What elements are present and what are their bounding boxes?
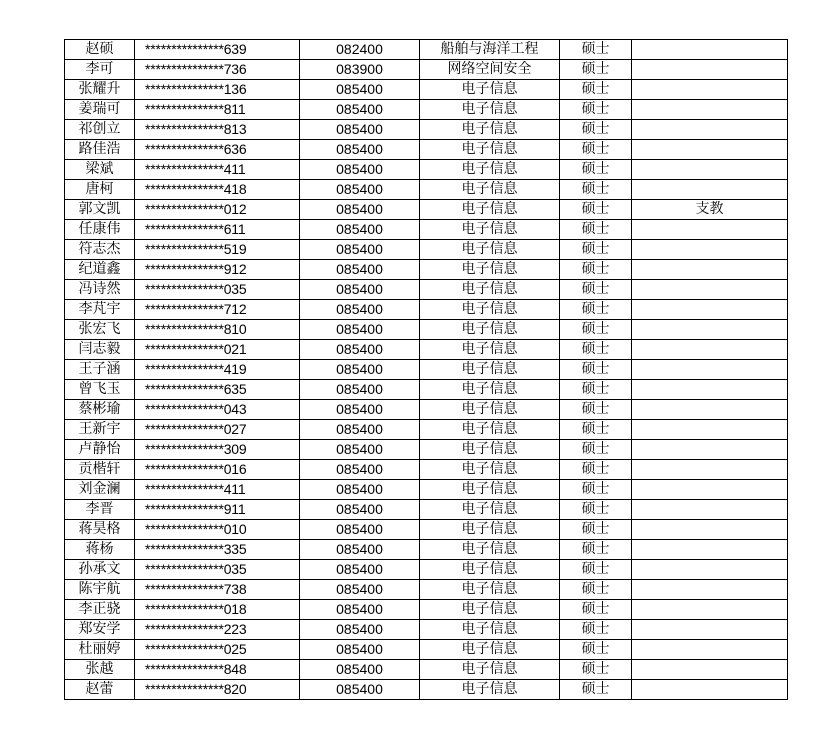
cell-id-number[interactable]: ***************736	[135, 60, 300, 80]
cell-major-name[interactable]: 电子信息	[420, 580, 560, 600]
table-row	[65, 320, 788, 340]
table-row	[65, 40, 788, 60]
cell-degree[interactable]: 硕士	[560, 180, 632, 200]
cell-major-code[interactable]: 085400	[300, 200, 420, 220]
cell-degree[interactable]: 硕士	[560, 520, 632, 540]
cell-name[interactable]: 孙承文	[65, 560, 135, 580]
cell-degree[interactable]: 硕士	[560, 680, 632, 700]
cell-degree[interactable]: 硕士	[560, 580, 632, 600]
table-row	[65, 620, 788, 640]
table-row	[65, 560, 788, 580]
cell-id-number[interactable]: ***************411	[135, 160, 300, 180]
cell-major-name[interactable]: 电子信息	[420, 460, 560, 480]
cell-id-number[interactable]: ***************611	[135, 220, 300, 240]
cell-major-name[interactable]: 电子信息	[420, 240, 560, 260]
cell-major-code[interactable]: 085400	[300, 140, 420, 160]
cell-major-code[interactable]: 085400	[300, 600, 420, 620]
table-row	[65, 640, 788, 660]
table-row	[65, 160, 788, 180]
cell-major-code[interactable]: 085400	[300, 320, 420, 340]
cell-note[interactable]	[632, 380, 788, 400]
cell-degree[interactable]: 硕士	[560, 340, 632, 360]
cell-id-number[interactable]: ***************636	[135, 140, 300, 160]
cell-major-name[interactable]: 电子信息	[420, 640, 560, 660]
cell-name[interactable]: 李正骁	[65, 600, 135, 620]
cell-major-name[interactable]: 电子信息	[420, 660, 560, 680]
cell-major-name[interactable]: 电子信息	[420, 140, 560, 160]
cell-major-code[interactable]: 085400	[300, 420, 420, 440]
cell-major-name[interactable]: 电子信息	[420, 100, 560, 120]
cell-name[interactable]: 蒋杨	[65, 540, 135, 560]
cell-major-code[interactable]: 085400	[300, 180, 420, 200]
cell-note[interactable]	[632, 40, 788, 60]
cell-degree[interactable]: 硕士	[560, 660, 632, 680]
cell-note[interactable]	[632, 640, 788, 660]
cell-major-name[interactable]: 电子信息	[420, 620, 560, 640]
table-row	[65, 80, 788, 100]
cell-name[interactable]: 王子涵	[65, 360, 135, 380]
cell-name[interactable]: 刘金澜	[65, 480, 135, 500]
cell-name[interactable]: 姜瑞可	[65, 100, 135, 120]
cell-degree[interactable]: 硕士	[560, 460, 632, 480]
cell-major-name[interactable]: 网络空间安全	[420, 60, 560, 80]
cell-major-code[interactable]: 085400	[300, 220, 420, 240]
table-row	[65, 400, 788, 420]
cell-note[interactable]	[632, 600, 788, 620]
cell-degree[interactable]: 硕士	[560, 320, 632, 340]
cell-degree[interactable]: 硕士	[560, 540, 632, 560]
cell-name[interactable]: 梁斌	[65, 160, 135, 180]
cell-id-number[interactable]: ***************911	[135, 500, 300, 520]
cell-id-number[interactable]: ***************035	[135, 280, 300, 300]
cell-degree[interactable]: 硕士	[560, 80, 632, 100]
cell-major-code[interactable]: 085400	[300, 680, 420, 700]
cell-id-number[interactable]: ***************335	[135, 540, 300, 560]
cell-degree[interactable]: 硕士	[560, 600, 632, 620]
cell-major-code[interactable]: 083900	[300, 60, 420, 80]
cell-degree[interactable]: 硕士	[560, 380, 632, 400]
cell-major-code[interactable]: 085400	[300, 620, 420, 640]
cell-major-name[interactable]: 电子信息	[420, 400, 560, 420]
cell-major-code[interactable]: 085400	[300, 660, 420, 680]
cell-degree[interactable]: 硕士	[560, 40, 632, 60]
cell-degree[interactable]: 硕士	[560, 360, 632, 380]
cell-degree[interactable]: 硕士	[560, 260, 632, 280]
cell-name[interactable]: 杜丽婷	[65, 640, 135, 660]
cell-name[interactable]: 李芃宇	[65, 300, 135, 320]
cell-major-code[interactable]: 085400	[300, 640, 420, 660]
cell-note[interactable]	[632, 660, 788, 680]
cell-major-name[interactable]: 电子信息	[420, 560, 560, 580]
cell-name[interactable]: 祁创立	[65, 120, 135, 140]
cell-degree[interactable]: 硕士	[560, 500, 632, 520]
cell-id-number[interactable]: ***************519	[135, 240, 300, 260]
cell-name[interactable]: 赵硕	[65, 40, 135, 60]
table-row	[65, 360, 788, 380]
spreadsheet-area	[64, 39, 788, 700]
cell-major-name[interactable]: 电子信息	[420, 440, 560, 460]
cell-note[interactable]	[632, 560, 788, 580]
cell-degree[interactable]: 硕士	[560, 480, 632, 500]
cell-major-code[interactable]: 082400	[300, 40, 420, 60]
cell-name[interactable]: 张越	[65, 660, 135, 680]
cell-name[interactable]: 张耀升	[65, 80, 135, 100]
cell-major-name[interactable]: 电子信息	[420, 380, 560, 400]
cell-degree[interactable]: 硕士	[560, 160, 632, 180]
cell-major-name[interactable]: 电子信息	[420, 340, 560, 360]
cell-id-number[interactable]: ***************820	[135, 680, 300, 700]
cell-major-name[interactable]: 电子信息	[420, 300, 560, 320]
cell-name[interactable]: 陈宇航	[65, 580, 135, 600]
table-row	[65, 380, 788, 400]
cell-name[interactable]: 纪道鑫	[65, 260, 135, 280]
cell-id-number[interactable]: ***************811	[135, 100, 300, 120]
cell-name[interactable]: 郑安学	[65, 620, 135, 640]
cell-major-name[interactable]: 电子信息	[420, 320, 560, 340]
cell-id-number[interactable]: ***************309	[135, 440, 300, 460]
cell-note[interactable]	[632, 280, 788, 300]
cell-id-number[interactable]: ***************848	[135, 660, 300, 680]
cell-id-number[interactable]: ***************010	[135, 520, 300, 540]
cell-note[interactable]	[632, 260, 788, 280]
cell-major-name[interactable]: 电子信息	[420, 360, 560, 380]
cell-name[interactable]: 闫志毅	[65, 340, 135, 360]
table-row	[65, 200, 788, 220]
cell-major-code[interactable]: 085400	[300, 560, 420, 580]
cell-major-name[interactable]: 电子信息	[420, 600, 560, 620]
cell-id-number[interactable]: ***************712	[135, 300, 300, 320]
cell-note[interactable]	[632, 480, 788, 500]
cell-degree[interactable]: 硕士	[560, 440, 632, 460]
cell-id-number[interactable]: ***************223	[135, 620, 300, 640]
cell-degree[interactable]: 硕士	[560, 200, 632, 220]
cell-major-code[interactable]: 085400	[300, 580, 420, 600]
cell-name[interactable]: 任康伟	[65, 220, 135, 240]
cell-note[interactable]	[632, 500, 788, 520]
cell-id-number[interactable]: ***************635	[135, 380, 300, 400]
cell-name[interactable]: 唐柯	[65, 180, 135, 200]
cell-id-number[interactable]: ***************043	[135, 400, 300, 420]
cell-major-name[interactable]: 电子信息	[420, 420, 560, 440]
cell-degree[interactable]: 硕士	[560, 100, 632, 120]
cell-id-number[interactable]: ***************813	[135, 120, 300, 140]
cell-id-number[interactable]: ***************035	[135, 560, 300, 580]
table-row	[65, 660, 788, 680]
cell-note[interactable]	[632, 320, 788, 340]
cell-degree[interactable]: 硕士	[560, 420, 632, 440]
cell-major-code[interactable]: 085400	[300, 440, 420, 460]
cell-name[interactable]: 蔡彬瑜	[65, 400, 135, 420]
cell-note[interactable]	[632, 520, 788, 540]
table-row	[65, 280, 788, 300]
cell-major-code[interactable]: 085400	[300, 360, 420, 380]
cell-note[interactable]	[632, 460, 788, 480]
table-row	[65, 600, 788, 620]
cell-id-number[interactable]: ***************021	[135, 340, 300, 360]
cell-major-code[interactable]: 085400	[300, 260, 420, 280]
cell-id-number[interactable]: ***************012	[135, 200, 300, 220]
table-row	[65, 500, 788, 520]
cell-major-code[interactable]: 085400	[300, 380, 420, 400]
cell-name[interactable]: 路佳浩	[65, 140, 135, 160]
cell-name[interactable]: 张宏飞	[65, 320, 135, 340]
table-row	[65, 440, 788, 460]
cell-major-name[interactable]: 电子信息	[420, 680, 560, 700]
cell-degree[interactable]: 硕士	[560, 400, 632, 420]
table-row	[65, 300, 788, 320]
cell-major-code[interactable]: 085400	[300, 400, 420, 420]
table-row	[65, 680, 788, 700]
cell-major-code[interactable]: 085400	[300, 300, 420, 320]
cell-major-name[interactable]: 电子信息	[420, 80, 560, 100]
cell-note[interactable]	[632, 340, 788, 360]
cell-major-code[interactable]: 085400	[300, 480, 420, 500]
cell-name[interactable]: 郭文凯	[65, 200, 135, 220]
cell-degree[interactable]: 硕士	[560, 140, 632, 160]
cell-note[interactable]	[632, 300, 788, 320]
cell-name[interactable]: 符志杰	[65, 240, 135, 260]
table-row	[65, 220, 788, 240]
cell-name[interactable]: 蒋昊格	[65, 520, 135, 540]
table-row	[65, 460, 788, 480]
cell-note[interactable]	[632, 160, 788, 180]
cell-note[interactable]	[632, 60, 788, 80]
cell-major-name[interactable]: 电子信息	[420, 180, 560, 200]
cell-major-name[interactable]: 电子信息	[420, 520, 560, 540]
cell-degree[interactable]: 硕士	[560, 300, 632, 320]
table-row	[65, 120, 788, 140]
cell-name[interactable]: 王新宇	[65, 420, 135, 440]
cell-major-name[interactable]: 电子信息	[420, 280, 560, 300]
cell-major-name[interactable]: 电子信息	[420, 160, 560, 180]
cell-note[interactable]: 支教	[632, 200, 788, 220]
table-row	[65, 520, 788, 540]
cell-major-name[interactable]: 电子信息	[420, 260, 560, 280]
cell-note[interactable]	[632, 620, 788, 640]
cell-major-code[interactable]: 085400	[300, 160, 420, 180]
cell-note[interactable]	[632, 240, 788, 260]
cell-degree[interactable]: 硕士	[560, 220, 632, 240]
cell-degree[interactable]: 硕士	[560, 620, 632, 640]
table-row	[65, 100, 788, 120]
table-row	[65, 140, 788, 160]
cell-note[interactable]	[632, 360, 788, 380]
table-row	[65, 540, 788, 560]
table-row	[65, 480, 788, 500]
cell-degree[interactable]: 硕士	[560, 280, 632, 300]
cell-degree[interactable]: 硕士	[560, 60, 632, 80]
table-row	[65, 60, 788, 80]
cell-id-number[interactable]: ***************738	[135, 580, 300, 600]
cell-degree[interactable]: 硕士	[560, 240, 632, 260]
cell-id-number[interactable]: ***************419	[135, 360, 300, 380]
cell-name[interactable]: 赵蕾	[65, 680, 135, 700]
cell-id-number[interactable]: ***************639	[135, 40, 300, 60]
cell-major-name[interactable]: 电子信息	[420, 200, 560, 220]
cell-major-code[interactable]: 085400	[300, 280, 420, 300]
cell-note[interactable]	[632, 420, 788, 440]
cell-note[interactable]	[632, 180, 788, 200]
cell-note[interactable]	[632, 220, 788, 240]
cell-major-name[interactable]: 船舶与海洋工程	[420, 40, 560, 60]
cell-note[interactable]	[632, 540, 788, 560]
cell-major-name[interactable]: 电子信息	[420, 120, 560, 140]
cell-major-code[interactable]: 085400	[300, 460, 420, 480]
cell-major-code[interactable]: 085400	[300, 240, 420, 260]
cell-name[interactable]: 卢静怡	[65, 440, 135, 460]
cell-major-name[interactable]: 电子信息	[420, 500, 560, 520]
cell-id-number[interactable]: ***************912	[135, 260, 300, 280]
cell-major-name[interactable]: 电子信息	[420, 220, 560, 240]
cell-id-number[interactable]: ***************018	[135, 600, 300, 620]
cell-major-code[interactable]: 085400	[300, 340, 420, 360]
cell-note[interactable]	[632, 440, 788, 460]
cell-major-name[interactable]: 电子信息	[420, 480, 560, 500]
cell-major-code[interactable]: 085400	[300, 500, 420, 520]
cell-id-number[interactable]: ***************027	[135, 420, 300, 440]
cell-degree[interactable]: 硕士	[560, 120, 632, 140]
cell-note[interactable]	[632, 580, 788, 600]
table-row	[65, 180, 788, 200]
cell-note[interactable]	[632, 120, 788, 140]
cell-major-code[interactable]: 085400	[300, 100, 420, 120]
cell-name[interactable]: 李晋	[65, 500, 135, 520]
cell-id-number[interactable]: ***************810	[135, 320, 300, 340]
cell-id-number[interactable]: ***************418	[135, 180, 300, 200]
cell-id-number[interactable]: ***************411	[135, 480, 300, 500]
cell-note[interactable]	[632, 680, 788, 700]
cell-id-number[interactable]: ***************136	[135, 80, 300, 100]
cell-note[interactable]	[632, 100, 788, 120]
cell-major-code[interactable]: 085400	[300, 120, 420, 140]
cell-name[interactable]: 冯诗然	[65, 280, 135, 300]
cell-note[interactable]	[632, 400, 788, 420]
cell-degree[interactable]: 硕士	[560, 640, 632, 660]
cell-note[interactable]	[632, 80, 788, 100]
cell-name[interactable]: 曾飞玉	[65, 380, 135, 400]
table-row	[65, 580, 788, 600]
cell-major-code[interactable]: 085400	[300, 80, 420, 100]
cell-major-name[interactable]: 电子信息	[420, 540, 560, 560]
table-row	[65, 260, 788, 280]
cell-degree[interactable]: 硕士	[560, 560, 632, 580]
table-row	[65, 240, 788, 260]
table-row	[65, 420, 788, 440]
cell-id-number[interactable]: ***************025	[135, 640, 300, 660]
table-body	[65, 40, 788, 700]
cell-major-code[interactable]: 085400	[300, 540, 420, 560]
student-table	[64, 39, 788, 700]
cell-name[interactable]: 贡楷轩	[65, 460, 135, 480]
table-row	[65, 340, 788, 360]
cell-major-code[interactable]: 085400	[300, 520, 420, 540]
cell-name[interactable]: 李可	[65, 60, 135, 80]
cell-id-number[interactable]: ***************016	[135, 460, 300, 480]
cell-note[interactable]	[632, 140, 788, 160]
